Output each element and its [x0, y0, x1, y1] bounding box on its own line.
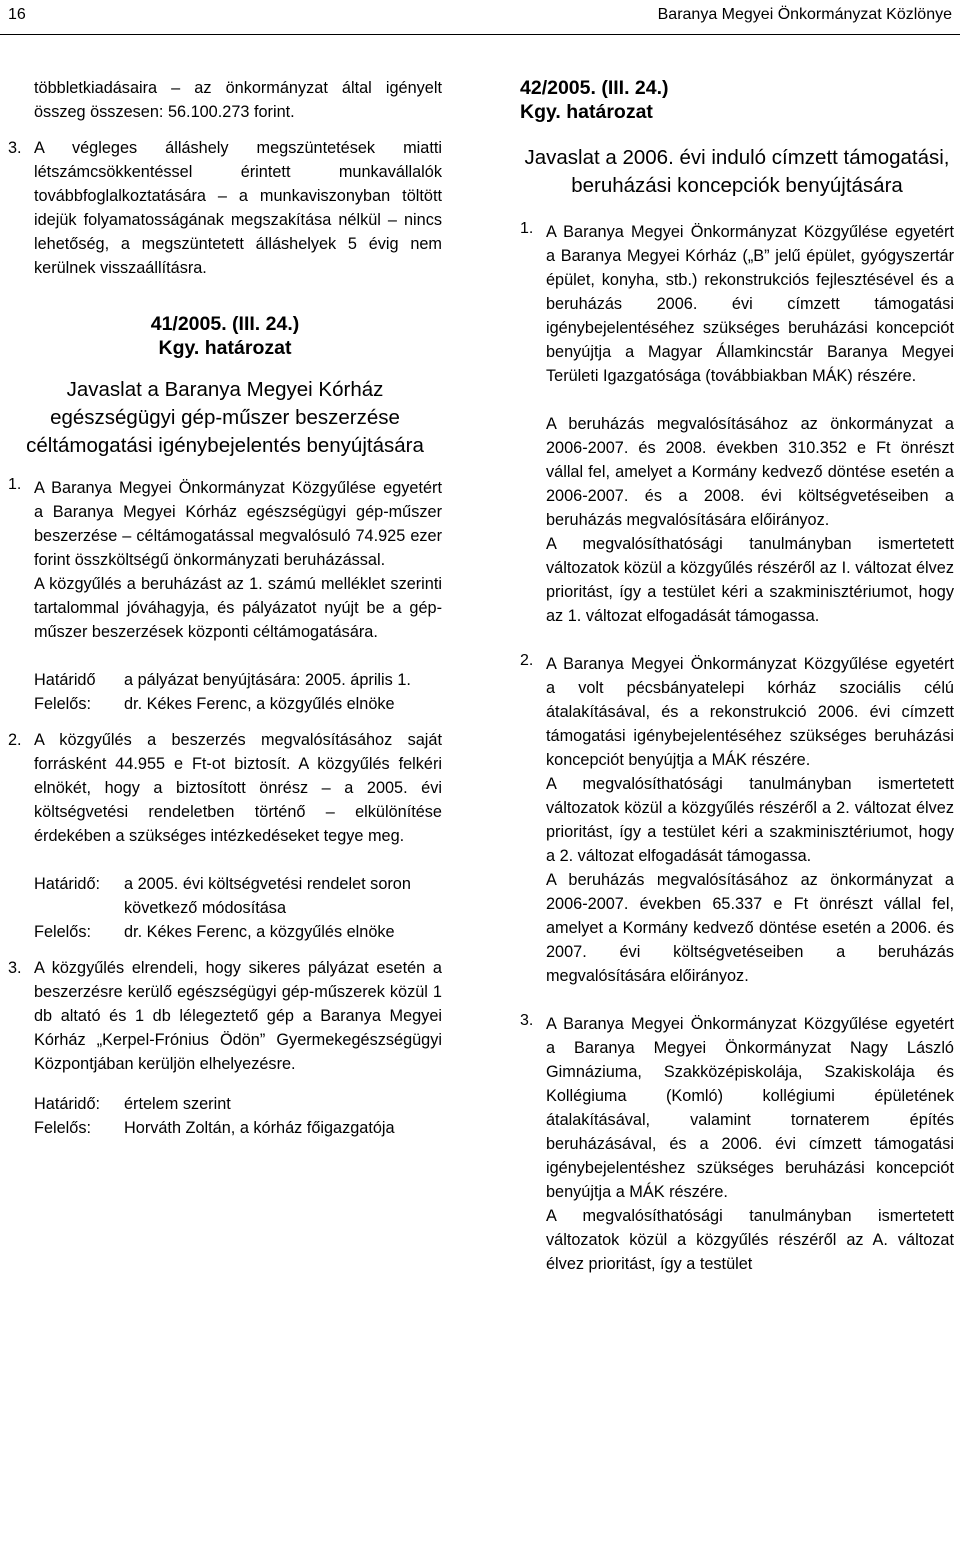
point-number: 1. — [520, 220, 534, 237]
responsible-label: Felelős: — [34, 695, 92, 713]
point-number: 2. — [520, 652, 534, 669]
point-text: A Baranya Megyei Önkormányzat Közgyűlése egyetért a Baranya Megyei Kórház („B” jelű épület, gyógyszertár épület, konyha, stb.) rekonstrukciós fejlesztésével és a beruházás 2006. évi címzett támogatási igénybejelentéséhez szükséges beruházási koncepciót benyújtja a Magyar Államkincstár Baranya Megyei Területi Igazgatósága (továbbiakban MÁK) részére. — [546, 223, 954, 385]
responsible-label: Felelős: — [34, 923, 92, 941]
deadline-label: Határidő: — [34, 1095, 101, 1113]
deadline-label: Határidő — [34, 671, 96, 689]
point-3 — [520, 1012, 954, 1276]
point-text: A közgyűlés elrendeli, hogy sikeres pályázat esetén a beszerzésre kerülő egészségügyi gép-műszerek közül 1 db altató és 1 db lélegeztető gép a Baranya Megyei Kórház „Kerpel-Frónius Ödön” Gyermekegészségügyi Központjában kerüljön elhelyezésre. — [34, 959, 442, 1073]
point-text: A megvalósíthatósági tanulmányban ismertetett változatok közül a közgyűlés részéről az A. változat élvez prioritást, így a testület — [546, 1207, 954, 1273]
resolution-41-number: 41/2005. (III. 24.) — [150, 313, 300, 335]
point-number: 3. — [520, 1012, 534, 1029]
page-number: 16 — [8, 6, 26, 23]
deadline-block-3 — [8, 1092, 442, 1140]
point-text: A megvalósíthatósági tanulmányban ismertetett változatok közül a közgyűlés részéről az I. változat élvez prioritást, így a testület kéri a szakminisztériumot, hogy az 1. változat elfogadását támogassa. — [546, 535, 954, 625]
resolution-41-type: Kgy. határozat — [158, 337, 292, 359]
point-number: 1. — [8, 476, 22, 493]
point-text: A beruházás megvalósításához az önkormányzat a 2006-2007. és 2008. években 310.352 e Ft önrészt vállal fel, amelyet a Kormány kedvező döntése esetén a 2006-2007. és a 2008. évi költségvetéseiben a beruházás megvalósítására előirányoz. — [546, 415, 954, 529]
resolution-41-title: Javaslat a Baranya Megyei Kórház egészségügyi gép-műszer beszerzése céltámogatási igénybejelentés benyújtására — [26, 378, 424, 457]
continuation-paragraph: többletkiadásaira – az önkormányzat által igényelt összeg összesen: 56.100.273 forint. — [34, 79, 442, 121]
deadline-text: a pályázat benyújtására: 2005. április 1. — [124, 671, 411, 689]
responsible-text: Horváth Zoltán, a kórház főigazgatója — [124, 1119, 395, 1137]
right-column — [520, 76, 954, 1276]
deadline-label: Határidő: — [34, 875, 101, 893]
responsible-label: Felelős: — [34, 1119, 92, 1137]
resolution-42-title: Javaslat a 2006. évi induló címzett támogatási, beruházási koncepciók benyújtására — [524, 146, 950, 197]
item-number: 3. — [8, 139, 22, 157]
page-header — [0, 0, 960, 35]
deadline-block-2 — [8, 872, 442, 944]
point-2 — [8, 728, 442, 848]
point-number: 3. — [8, 959, 22, 977]
point-number: 2. — [8, 731, 22, 749]
publication-title: Baranya Megyei Önkormányzat Közlönye — [657, 6, 952, 23]
point-text: A Baranya Megyei Önkormányzat Közgyűlése egyetért a Baranya Megyei Önkormányzat Nagy László Gimnáziuma, Szakközépiskolája, Szakiskolája és Kollégiuma (Komló) kollégiumi épületének átalakításával, valamint tornaterem építés beruházásával, és a 2006. évi címzett támogatási igénybejelentéshez szükséges beruházási koncepciót benyújtja a MÁK részére. — [546, 1015, 954, 1201]
left-column — [8, 76, 442, 1140]
point-text: A közgyűlés a beszerzés megvalósításához saját forrásként 44.955 e Ft-ot biztosít. A közgyűlés felkéri elnökét, hogy a biztosított önrész – a 2005. évi költségvetési rendeletben történő – elkülönítése érdekében a szükséges intézkedéseket tegye meg. — [34, 731, 442, 845]
point-text: A megvalósíthatósági tanulmányban ismertetett változatok közül a közgyűlés részéről a 2. változat élvez prioritást, így a testület kéri a szakminisztériumot, hogy a 2. változat elfogadását támogassa. — [546, 775, 954, 865]
point-text: A beruházás megvalósításához az önkormányzat a 2006-2007. években 65.337 e Ft önrészt vállal fel, amelyet a Kormány kedvező döntése esetén a 2006. és 2007. évi költségvetéseiben a beruházás megvalósítására előirányoz. — [546, 871, 954, 985]
item-text: A végleges álláshely megszüntetések miatti létszámcsökkentéssel érintett munkavállalók továbbfoglalkoztatására – a munkaviszonyban töltött idejük folyamatosságának megszakítása nélkül – nincs lehetőség, a megszüntetett álláshelyek 5 évig nem kerülnek visszaállításra. — [34, 139, 442, 277]
point-2 — [520, 652, 954, 988]
point-3 — [8, 956, 442, 1076]
point-text: A Baranya Megyei Önkormányzat Közgyűlése egyetért a Baranya Megyei Kórház egészségügyi gép-műszer beszerzése – céltámogatással megvalósuló 74.925 ezer forint összköltségű önkormányzati beruházással. — [34, 479, 442, 569]
point-1 — [520, 220, 954, 628]
point-text: A közgyűlés a beruházást az 1. számú melléklet szerinti tartalommal jóváhagyja, és pályázatot nyújt be a gép-műszer beszerzések központi céltámogatására. — [34, 575, 442, 641]
deadline-text: a 2005. évi költségvetési rendelet soron következő módosítása — [124, 875, 411, 917]
deadline-block-1 — [8, 668, 442, 716]
resolution-42-number: 42/2005. (III. 24.) — [520, 77, 669, 99]
point-1 — [8, 476, 442, 644]
item-3 — [8, 136, 442, 280]
responsible-text: dr. Kékes Ferenc, a közgyűlés elnöke — [124, 695, 395, 713]
resolution-42-type: Kgy. határozat — [520, 101, 653, 123]
point-text: A Baranya Megyei Önkormányzat Közgyűlése egyetért a volt pécsbányatelepi kórház szociális célú átalakításával, és a rekonstrukció 2006. évi címzett támogatási igénybejelentéséhez szükséges beruházási koncepciót benyújtja a MÁK részére. — [546, 655, 954, 769]
responsible-text: dr. Kékes Ferenc, a közgyűlés elnöke — [124, 923, 395, 941]
deadline-text: értelem szerint — [124, 1095, 231, 1113]
